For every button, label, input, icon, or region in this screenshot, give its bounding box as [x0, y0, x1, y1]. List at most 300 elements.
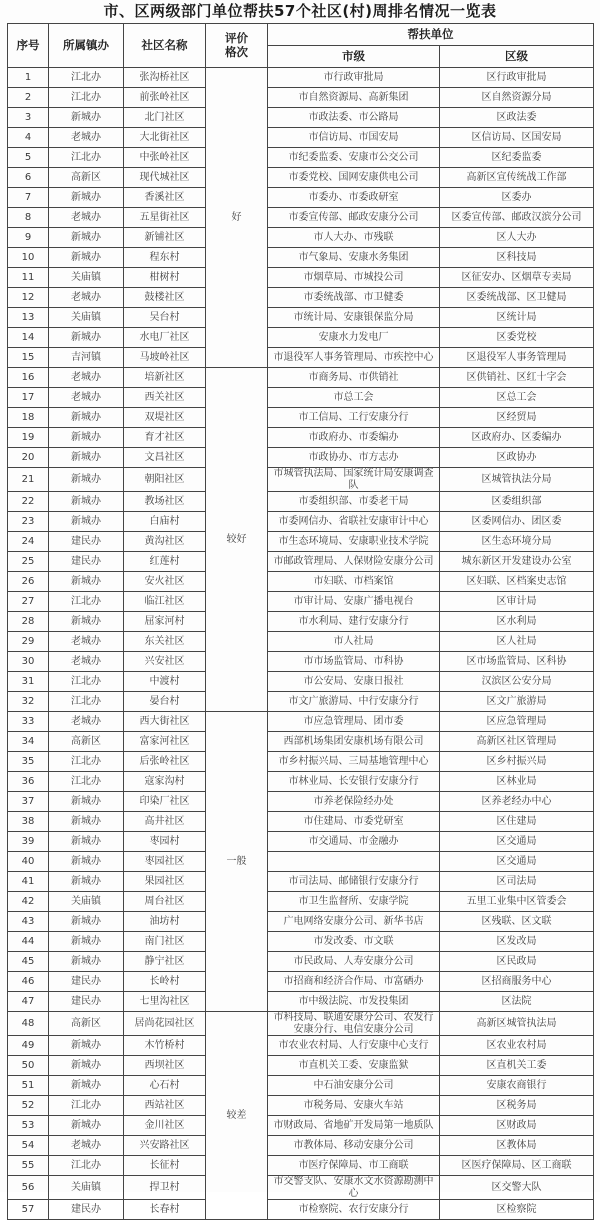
row-town: 新城办	[49, 1056, 124, 1076]
table-row	[8, 752, 594, 772]
row-city-unit: 市工信局、工行安康分行	[268, 408, 440, 428]
row-town: 新城办	[49, 228, 124, 248]
row-district-unit: 高新区社区管理局	[440, 732, 594, 752]
row-district-unit: 区退役军人事务管理局	[440, 348, 594, 368]
row-town: 江北办	[49, 692, 124, 712]
row-no: 16	[8, 368, 49, 388]
row-no: 18	[8, 408, 49, 428]
table-row	[8, 692, 594, 712]
row-community: 屈家河村	[124, 612, 206, 632]
row-city-unit: 市妇联、市档案馆	[268, 572, 440, 592]
row-district-unit: 区住建局	[440, 812, 594, 832]
row-city-unit: 市医疗保障局、市工商联	[268, 1156, 440, 1176]
table-row	[8, 88, 594, 108]
row-city-unit: 市委网信办、省联社安康审计中心	[268, 512, 440, 532]
grade-cell: 较好	[206, 368, 268, 712]
row-no: 31	[8, 672, 49, 692]
row-no: 33	[8, 712, 49, 732]
row-town: 江北办	[49, 88, 124, 108]
table-row	[8, 972, 594, 992]
table-row	[8, 228, 594, 248]
row-district-unit: 区经贸局	[440, 408, 594, 428]
table-row	[8, 108, 594, 128]
row-district-unit: 区自然资源分局	[440, 88, 594, 108]
row-city-unit: 市住建局、市委党研室	[268, 812, 440, 832]
row-town: 老城办	[49, 368, 124, 388]
row-city-unit: 市烟草局、市城投公司	[268, 268, 440, 288]
row-city-unit: 市委党校、国网安康供电公司	[268, 168, 440, 188]
row-district-unit: 区乡村振兴局	[440, 752, 594, 772]
table-row	[8, 932, 594, 952]
row-no: 38	[8, 812, 49, 832]
table-row	[8, 308, 594, 328]
table-row	[8, 188, 594, 208]
row-community: 晏台村	[124, 692, 206, 712]
row-city-unit: 市政法委、市公路局	[268, 108, 440, 128]
row-district-unit: 区征安办、区烟草专卖局	[440, 268, 594, 288]
row-city-unit: 市委组织部、市委老干局	[268, 492, 440, 512]
row-district-unit: 区残联、区文联	[440, 912, 594, 932]
row-town: 新城办	[49, 952, 124, 972]
row-city-unit: 市公安局、安康日报社	[268, 672, 440, 692]
row-community: 七里沟社区	[124, 992, 206, 1012]
row-no: 47	[8, 992, 49, 1012]
row-town: 新城办	[49, 492, 124, 512]
grade-cell: 较差	[206, 1012, 268, 1220]
row-town: 江北办	[49, 68, 124, 88]
row-district-unit: 区养老经办中心	[440, 792, 594, 812]
row-city-unit: 市文广旅游局、中行安康分行	[268, 692, 440, 712]
row-city-unit: 市税务局、安康火车站	[268, 1096, 440, 1116]
row-district-unit: 区政法委	[440, 108, 594, 128]
row-community: 安火社区	[124, 572, 206, 592]
row-community: 柑树村	[124, 268, 206, 288]
row-city-unit: 市气象局、安康水务集团	[268, 248, 440, 268]
row-community: 捍卫村	[124, 1176, 206, 1200]
row-community: 临江社区	[124, 592, 206, 612]
row-community: 大北街社区	[124, 128, 206, 148]
row-city-unit: 安康水力发电厂	[268, 328, 440, 348]
row-town: 新城办	[49, 188, 124, 208]
row-town: 新城办	[49, 328, 124, 348]
row-community: 西关社区	[124, 388, 206, 408]
table-row	[8, 592, 594, 612]
row-city-unit: 市人社局	[268, 632, 440, 652]
row-city-unit: 市财政局、省地矿开发局第一地质队	[268, 1116, 440, 1136]
row-town: 关庙镇	[49, 1176, 124, 1200]
row-city-unit: 广电网络安康分公司、新华书店	[268, 912, 440, 932]
header-town: 所属镇办	[49, 24, 124, 68]
row-district-unit: 高新区宣传统战工作部	[440, 168, 594, 188]
row-city-unit: 市邮政管理局、人保财险安康分公司	[268, 552, 440, 572]
table-row	[8, 1056, 594, 1076]
row-district-unit: 区城管执法分局	[440, 468, 594, 492]
row-district-unit: 区人大办	[440, 228, 594, 248]
row-community: 西站社区	[124, 1096, 206, 1116]
table-row	[8, 208, 594, 228]
row-no: 44	[8, 932, 49, 952]
row-district-unit: 区交通局	[440, 832, 594, 852]
row-no: 14	[8, 328, 49, 348]
row-town: 新城办	[49, 1116, 124, 1136]
row-no: 1	[8, 68, 49, 88]
row-no: 10	[8, 248, 49, 268]
row-city-unit: 市农业农村局、人行安康中心支行	[268, 1036, 440, 1056]
row-city-unit: 市招商和经济合作局、市富硒办	[268, 972, 440, 992]
row-city-unit: 市交警支队、安康水文水资源勘测中心	[268, 1176, 440, 1200]
row-community: 长春村	[124, 1200, 206, 1220]
table-row	[8, 328, 594, 348]
row-district-unit: 区总工会	[440, 388, 594, 408]
row-community: 兴安路社区	[124, 1136, 206, 1156]
row-no: 15	[8, 348, 49, 368]
row-district-unit: 区委统战部、区卫健局	[440, 288, 594, 308]
table-row	[8, 1076, 594, 1096]
row-town: 老城办	[49, 652, 124, 672]
row-community: 南门社区	[124, 932, 206, 952]
row-city-unit: 市纪委监委、安康市公交公司	[268, 148, 440, 168]
row-no: 52	[8, 1096, 49, 1116]
row-no: 30	[8, 652, 49, 672]
row-no: 49	[8, 1036, 49, 1056]
row-community: 双堤社区	[124, 408, 206, 428]
table-row	[8, 552, 594, 572]
table-row	[8, 792, 594, 812]
row-no: 13	[8, 308, 49, 328]
table-row	[8, 1156, 594, 1176]
row-district-unit: 区税务局	[440, 1096, 594, 1116]
row-community: 中渡村	[124, 672, 206, 692]
table-row	[8, 912, 594, 932]
row-community: 吴台村	[124, 308, 206, 328]
row-district-unit: 区交警大队	[440, 1176, 594, 1200]
row-no: 3	[8, 108, 49, 128]
row-community: 金川社区	[124, 1116, 206, 1136]
row-district-unit: 区水利局	[440, 612, 594, 632]
row-no: 51	[8, 1076, 49, 1096]
row-district-unit: 区纪委监委	[440, 148, 594, 168]
table-row	[8, 832, 594, 852]
row-no: 34	[8, 732, 49, 752]
row-town: 新城办	[49, 468, 124, 492]
row-no: 39	[8, 832, 49, 852]
row-city-unit: 市司法局、邮储银行安康分行	[268, 872, 440, 892]
row-district-unit: 区委党校	[440, 328, 594, 348]
row-city-unit: 市中级法院、市发投集团	[268, 992, 440, 1012]
row-city-unit: 市总工会	[268, 388, 440, 408]
table-row	[8, 572, 594, 592]
row-community: 张沟桥社区	[124, 68, 206, 88]
row-district-unit: 区生态环境分局	[440, 532, 594, 552]
row-district-unit: 区农业农村局	[440, 1036, 594, 1056]
header-grade: 评价 格次	[206, 24, 268, 68]
row-district-unit: 五里工业集中区管委会	[440, 892, 594, 912]
row-district-unit: 区医疗保障局、区工商联	[440, 1156, 594, 1176]
row-district-unit: 区直机关工委	[440, 1056, 594, 1076]
row-city-unit: 市养老保险经办处	[268, 792, 440, 812]
row-community: 白庙村	[124, 512, 206, 532]
row-city-unit: 市乡村振兴局、三局基地管理中心	[268, 752, 440, 772]
row-town: 老城办	[49, 208, 124, 228]
row-district-unit: 区信访局、区国安局	[440, 128, 594, 148]
row-city-unit: 市卫生监督所、安康学院	[268, 892, 440, 912]
row-community: 红莲村	[124, 552, 206, 572]
table-row	[8, 652, 594, 672]
table-row	[8, 612, 594, 632]
row-community: 兴安社区	[124, 652, 206, 672]
row-district-unit: 区行政审批局	[440, 68, 594, 88]
row-city-unit: 市检察院、农行安康分行	[268, 1200, 440, 1220]
row-district-unit: 区财政局	[440, 1116, 594, 1136]
table-row	[8, 1036, 594, 1056]
table-row	[8, 672, 594, 692]
grade-cell: 好	[206, 68, 268, 368]
row-city-unit: 市城管执法局、国家统计局安康调查队	[268, 468, 440, 492]
row-community: 长征村	[124, 1156, 206, 1176]
row-city-unit: 市应急管理局、团市委	[268, 712, 440, 732]
grade-cell: 一般	[206, 712, 268, 1012]
row-community: 木竹桥村	[124, 1036, 206, 1056]
row-community: 心石村	[124, 1076, 206, 1096]
row-town: 江北办	[49, 592, 124, 612]
row-city-unit: 市发改委、市文联	[268, 932, 440, 952]
row-community: 五星街社区	[124, 208, 206, 228]
row-town: 老城办	[49, 1136, 124, 1156]
row-town: 新城办	[49, 872, 124, 892]
table-row	[8, 632, 594, 652]
row-city-unit: 市商务局、市供销社	[268, 368, 440, 388]
row-no: 35	[8, 752, 49, 772]
row-no: 7	[8, 188, 49, 208]
row-no: 21	[8, 468, 49, 492]
row-district-unit: 城东新区开发建设办公室	[440, 552, 594, 572]
row-district-unit: 区招商服务中心	[440, 972, 594, 992]
row-no: 41	[8, 872, 49, 892]
row-town: 高新区	[49, 1012, 124, 1036]
row-community: 文昌社区	[124, 448, 206, 468]
table-row	[8, 1116, 594, 1136]
row-no: 20	[8, 448, 49, 468]
row-no: 11	[8, 268, 49, 288]
table-row	[8, 772, 594, 792]
row-town: 建民办	[49, 1200, 124, 1220]
row-city-unit: 市自然资源局、高新集团	[268, 88, 440, 108]
row-town: 新城办	[49, 912, 124, 932]
row-no: 28	[8, 612, 49, 632]
row-town: 江北办	[49, 772, 124, 792]
row-community: 马坡岭社区	[124, 348, 206, 368]
table-row	[8, 1200, 594, 1220]
row-city-unit: 市信访局、市国安局	[268, 128, 440, 148]
row-city-unit: 市市场监管局、市科协	[268, 652, 440, 672]
row-city-unit: 市直机关工委、安康监狱	[268, 1056, 440, 1076]
row-no: 6	[8, 168, 49, 188]
table-row	[8, 952, 594, 972]
table-row	[8, 1136, 594, 1156]
row-community: 印染厂社区	[124, 792, 206, 812]
row-town: 高新区	[49, 168, 124, 188]
row-town: 新城办	[49, 932, 124, 952]
row-city-unit: 市退役军人事务管理局、市疾控中心	[268, 348, 440, 368]
row-community: 香溪社区	[124, 188, 206, 208]
row-community: 北门社区	[124, 108, 206, 128]
table-row	[8, 128, 594, 148]
row-district-unit: 区委组织部	[440, 492, 594, 512]
row-district-unit: 区科技局	[440, 248, 594, 268]
row-city-unit: 市水利局、建行安康分行	[268, 612, 440, 632]
header-no: 序号	[8, 24, 49, 68]
row-town: 高新区	[49, 732, 124, 752]
row-community: 枣园村	[124, 832, 206, 852]
row-community: 油坊村	[124, 912, 206, 932]
row-community: 新铺社区	[124, 228, 206, 248]
table-row	[8, 1096, 594, 1116]
row-city-unit: 西部机场集团安康机场有限公司	[268, 732, 440, 752]
row-city-unit: 市科技局、联通安康分公司、农发行安康分行、电信安康分公司	[268, 1012, 440, 1036]
row-town: 新城办	[49, 792, 124, 812]
row-community: 现代城社区	[124, 168, 206, 188]
row-town: 建民办	[49, 532, 124, 552]
row-no: 55	[8, 1156, 49, 1176]
row-district-unit: 区交通局	[440, 852, 594, 872]
row-no: 8	[8, 208, 49, 228]
row-no: 26	[8, 572, 49, 592]
row-community: 果园社区	[124, 872, 206, 892]
row-town: 江北办	[49, 672, 124, 692]
row-district-unit: 区委宣传部、邮政汉滨分公司	[440, 208, 594, 228]
row-no: 32	[8, 692, 49, 712]
row-town: 新城办	[49, 448, 124, 468]
table-row	[8, 712, 594, 732]
row-city-unit: 市林业局、长安银行安康分行	[268, 772, 440, 792]
row-district-unit: 区妇联、区档案史志馆	[440, 572, 594, 592]
row-town: 老城办	[49, 388, 124, 408]
row-district-unit: 区司法局	[440, 872, 594, 892]
row-no: 25	[8, 552, 49, 572]
row-city-unit: 市审计局、安康广播电视台	[268, 592, 440, 612]
row-community: 后张岭社区	[124, 752, 206, 772]
row-district-unit: 区统计局	[440, 308, 594, 328]
row-community: 西大街社区	[124, 712, 206, 732]
row-town: 建民办	[49, 992, 124, 1012]
table-row	[8, 1176, 594, 1200]
table-body	[8, 68, 594, 1220]
header-community: 社区名称	[124, 24, 206, 68]
table-row	[8, 388, 594, 408]
row-town: 新城办	[49, 1036, 124, 1056]
row-town: 老城办	[49, 632, 124, 652]
row-community: 居尚花园社区	[124, 1012, 206, 1036]
row-town: 老城办	[49, 288, 124, 308]
row-district-unit: 区人社局	[440, 632, 594, 652]
row-no: 29	[8, 632, 49, 652]
row-town: 老城办	[49, 712, 124, 732]
row-city-unit: 市委办、市委政研室	[268, 188, 440, 208]
row-city-unit	[268, 852, 440, 872]
row-district-unit: 高新区城管执法局	[440, 1012, 594, 1036]
row-city-unit: 市委宣传部、邮政安康分公司	[268, 208, 440, 228]
table-row	[8, 168, 594, 188]
row-town: 新城办	[49, 108, 124, 128]
table-row	[8, 348, 594, 368]
row-town: 吉河镇	[49, 348, 124, 368]
ranking-table	[7, 23, 594, 1220]
header-city-level: 市级	[268, 46, 440, 68]
row-town: 新城办	[49, 812, 124, 832]
row-community: 鼓楼社区	[124, 288, 206, 308]
row-no: 19	[8, 428, 49, 448]
row-town: 江北办	[49, 1096, 124, 1116]
row-no: 5	[8, 148, 49, 168]
row-city-unit: 市交通局、市金融办	[268, 832, 440, 852]
table-row	[8, 248, 594, 268]
row-no: 50	[8, 1056, 49, 1076]
row-town: 新城办	[49, 1076, 124, 1096]
row-no: 53	[8, 1116, 49, 1136]
table-row	[8, 812, 594, 832]
row-town: 新城办	[49, 832, 124, 852]
row-district-unit: 安康农商银行	[440, 1076, 594, 1096]
row-city-unit: 市政协办、市方志办	[268, 448, 440, 468]
row-town: 新城办	[49, 612, 124, 632]
row-town: 建民办	[49, 972, 124, 992]
row-district-unit: 区文广旅游局	[440, 692, 594, 712]
row-district-unit: 区民政局	[440, 952, 594, 972]
row-town: 新城办	[49, 428, 124, 448]
row-no: 54	[8, 1136, 49, 1156]
row-town: 新城办	[49, 248, 124, 268]
table-row	[8, 68, 594, 88]
table-row	[8, 268, 594, 288]
row-no: 48	[8, 1012, 49, 1036]
row-community: 水电厂社区	[124, 328, 206, 348]
row-district-unit: 区教体局	[440, 1136, 594, 1156]
row-community: 培新社区	[124, 368, 206, 388]
row-city-unit: 中石油安康分公司	[268, 1076, 440, 1096]
table-row	[8, 732, 594, 752]
table-row	[8, 532, 594, 552]
row-district-unit: 区委网信办、团区委	[440, 512, 594, 532]
row-community: 朝阳社区	[124, 468, 206, 492]
row-town: 江北办	[49, 1156, 124, 1176]
row-district-unit: 区法院	[440, 992, 594, 1012]
row-community: 西坝社区	[124, 1056, 206, 1076]
row-city-unit: 市生态环境局、安康职业技术学院	[268, 532, 440, 552]
row-no: 9	[8, 228, 49, 248]
table-row	[8, 288, 594, 308]
row-no: 37	[8, 792, 49, 812]
row-no: 22	[8, 492, 49, 512]
row-district-unit: 区委办	[440, 188, 594, 208]
row-district-unit: 区应急管理局	[440, 712, 594, 732]
row-no: 27	[8, 592, 49, 612]
row-town: 新城办	[49, 852, 124, 872]
row-district-unit: 区政协办	[440, 448, 594, 468]
table-row	[8, 448, 594, 468]
row-district-unit: 汉滨区公安分局	[440, 672, 594, 692]
table-row	[8, 148, 594, 168]
header-support: 帮扶单位	[268, 24, 594, 46]
row-community: 教场社区	[124, 492, 206, 512]
table-row	[8, 992, 594, 1012]
row-community: 育才社区	[124, 428, 206, 448]
row-community: 静宁社区	[124, 952, 206, 972]
row-town: 老城办	[49, 128, 124, 148]
row-no: 40	[8, 852, 49, 872]
row-town: 新城办	[49, 572, 124, 592]
row-no: 43	[8, 912, 49, 932]
row-community: 高井社区	[124, 812, 206, 832]
